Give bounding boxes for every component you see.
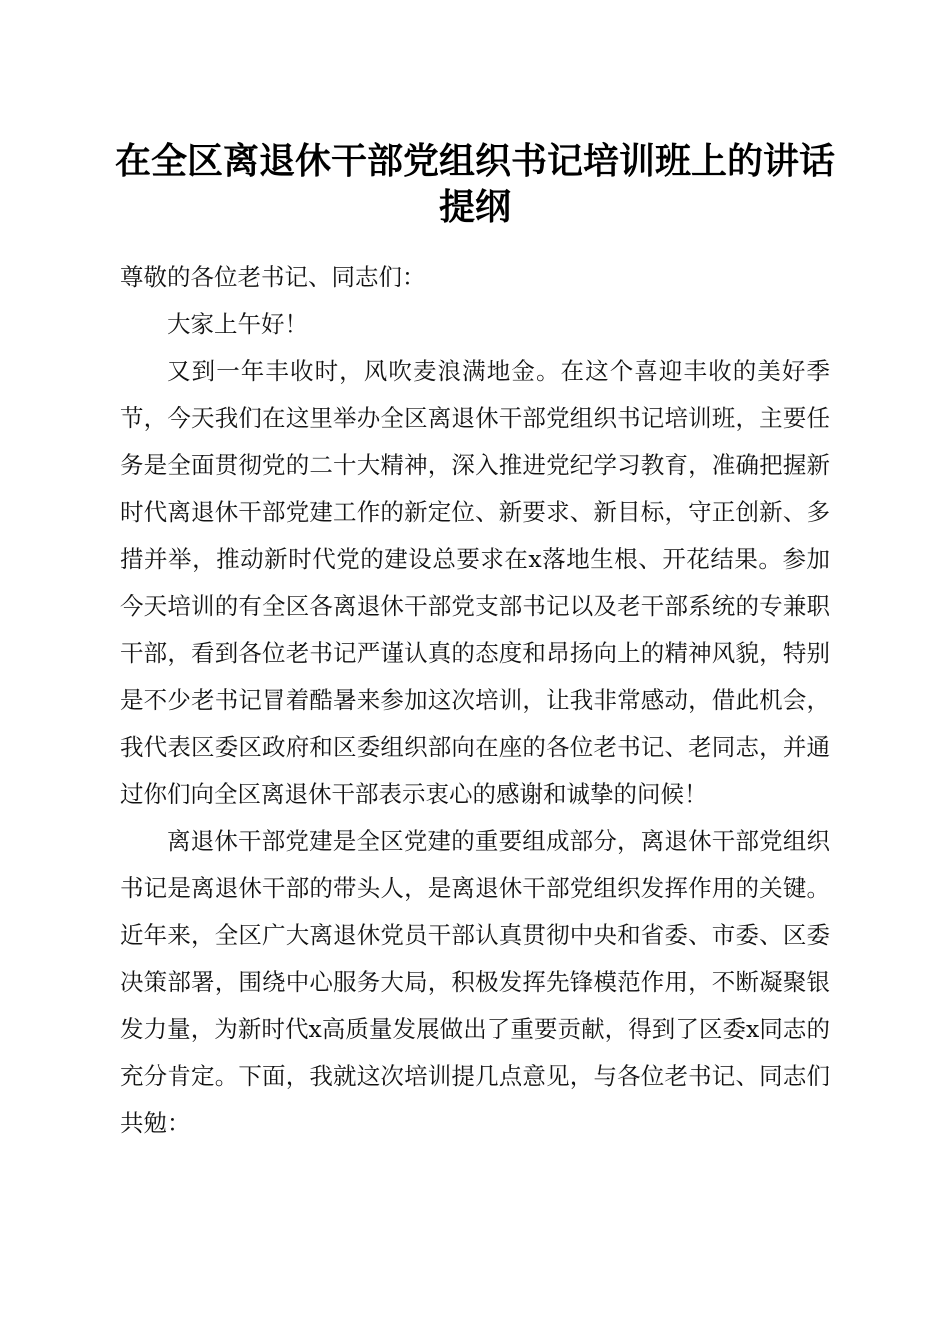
- body-paragraph-1: 又到一年丰收时，风吹麦浪满地金。在这个喜迎丰收的美好季节，今天我们在这里举办全区离退休干部党组织书记培训班，主要任务是全面贯彻党的二十大精神，深入推进党纪学习教育，准确把握新时代离退休干部党建工作的新定位、新要求、新目标，守正创新、多措并举，推动新时代党的建设总要求在x落地生根、开花结果。参加今天培训的有全区各离退休干部党支部书记以及老干部系统的专兼职干部，看到各位老书记严谨认真的态度和昂扬向上的精神风貌，特别是不少老书记冒着酷暑来参加这次培训，让我非常感动，借此机会，我代表区委区政府和区委组织部向在座的各位老书记、老同志，并通过你们向全区离退休干部表示衷心的感谢和诚挚的问候！: [120, 357, 830, 808]
- document-title-line-1: 在全区离退休干部党组织书记培训班上的讲话: [114, 140, 835, 182]
- document-body: [120, 254, 830, 1147]
- body-paragraph-2: 离退休干部党建是全区党建的重要组成部分，离退休干部党组织书记是离退休干部的带头人，是离退休干部党组织发挥作用的关键。近年来，全区广大离退休党员干部认真贯彻中央和省委、市委、区委决策部署，围绕中心服务大局，积极发挥先锋模范作用，不断凝聚银发力量，为新时代x高质量发展做出了重要贡献，得到了区委x同志的充分肯定。下面，我就这次培训提几点意见，与各位老书记、同志们共勉：: [120, 827, 830, 1137]
- salutation: 尊敬的各位老书记、同志们：: [120, 263, 426, 291]
- greeting: 大家上午好！: [167, 310, 308, 338]
- document-title-line-2: 提纲: [438, 186, 511, 228]
